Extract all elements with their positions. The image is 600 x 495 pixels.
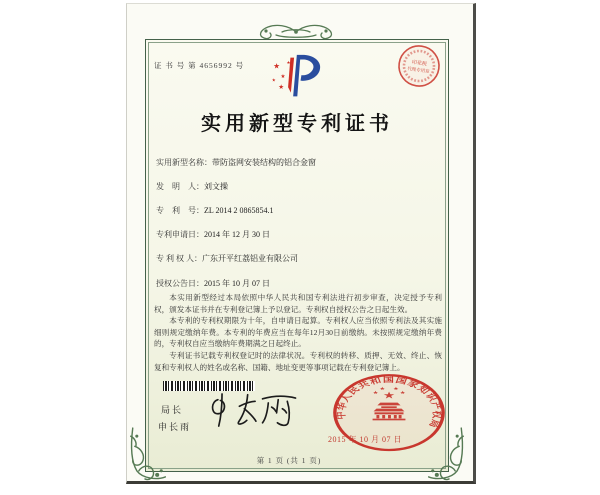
sipo-logo-icon	[268, 54, 322, 100]
seal-date: 2015 年 10 月 07 日	[328, 435, 402, 444]
field-row-grant-date	[156, 278, 270, 289]
director-signature-icon	[208, 390, 303, 430]
logo-star-icon: ★	[271, 77, 276, 83]
certificate-number: 证 书 号 第 4656992 号	[154, 61, 245, 70]
director-name: 申长雨	[158, 422, 192, 432]
field-row-filing-date	[156, 229, 270, 240]
seal-ring-text: 中华人民共和国国家知识产权局	[334, 375, 444, 429]
field-label: 实用新型名称：	[156, 158, 212, 167]
agency-stamp-icon	[394, 39, 444, 93]
field-value: ZL 2014 2 0865854.1	[204, 206, 274, 215]
field-value: 带防盗网安装结构的铝合金窗	[212, 158, 316, 167]
field-row-inventor	[156, 181, 228, 192]
stamp-line1: 印花税	[411, 60, 428, 68]
field-value: 2014 年 12 月 30 日	[204, 230, 270, 239]
field-row-patent-number	[156, 205, 273, 216]
emblem-star-icon: ★	[382, 390, 396, 402]
field-label: 专利申请日：	[156, 230, 204, 239]
legal-paragraph: 本专利的专利权期限为十年，自申请日起算。专利权人应当依照专利法及其实施细则规定缴纳年费。本专利的年费应当在每年12月30日前缴纳。未按照规定缴纳年费的，专利权自应当缴纳年费期满之日起终止。	[154, 316, 442, 349]
emblem-star-icon: ★	[392, 386, 399, 392]
legal-text-block	[154, 292, 442, 373]
certificate-title: 实用新型专利证书	[201, 113, 393, 135]
logo-star-icon: ★	[273, 61, 280, 71]
logo-star-icon: ★	[286, 60, 291, 66]
legal-paragraph: 本实用新型经过本局依照中华人民共和国专利法进行初步审查，决定授予专利权，颁发本证书并在专利登记簿上予以登记。专利权自授权公告之日起生效。	[154, 293, 442, 314]
field-label: 专 利 权 人：	[156, 254, 202, 263]
top-flourish-ornament-icon	[246, 23, 346, 41]
director-title: 局长	[161, 405, 184, 415]
stamp-line2: 代理专用章	[406, 65, 430, 75]
corner-flourish-left-icon	[126, 426, 168, 482]
field-value: 刘文操	[204, 182, 228, 191]
certificate-frame	[145, 39, 449, 472]
field-label: 授权公告日：	[156, 279, 204, 288]
field-value: 2015 年 10 月 07 日	[204, 279, 270, 288]
emblem-star-icon: ★	[399, 390, 406, 396]
legal-paragraph: 专利证书记载专利权登记时的法律状况。专利权的转移、质押、无效、终止、恢复和专利权人的姓名或名称、国籍、地址变更等事项记载在专利登记簿上。	[154, 350, 442, 372]
field-value: 广东开平红荔铝业有限公司	[202, 254, 298, 263]
emblem-star-icon: ★	[372, 390, 379, 396]
logo-star-icon: ★	[280, 73, 286, 80]
logo-star-icon: ★	[278, 83, 285, 91]
page-number: 第 1 页 (共 1 页)	[256, 456, 322, 465]
field-row-patentee	[156, 253, 298, 264]
corner-flourish-right-icon	[426, 426, 468, 482]
field-label: 专 利 号：	[156, 206, 204, 215]
certificate-paper	[126, 3, 476, 484]
field-label: 发 明 人：	[156, 182, 204, 191]
emblem-star-icon: ★	[379, 386, 386, 392]
field-row-utility-name	[156, 157, 316, 168]
